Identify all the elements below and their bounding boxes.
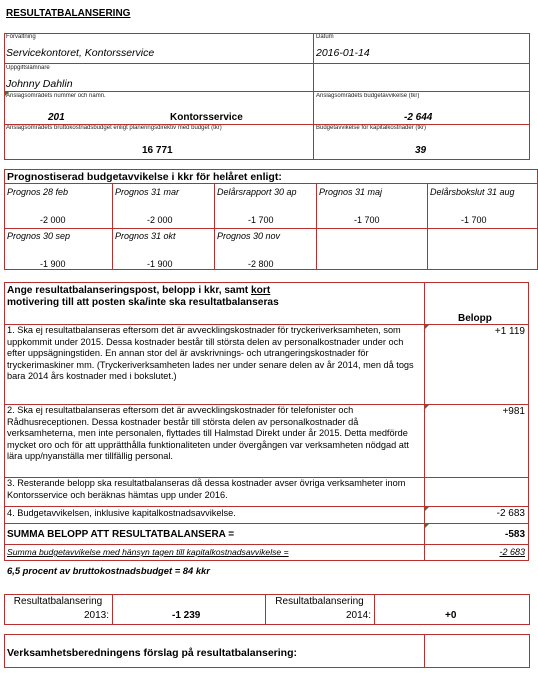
prognos-4-value: -1 700 — [354, 215, 380, 225]
post-item-1-value: +1 119 — [494, 326, 525, 337]
post-item-1-text: 1. Ska ej resultatbalanseras eftersom det är avvecklingskostnader för tryckeriverksamheten, som uppkommit under 2015. Dessa kostnader består till största delen av personalkostnader under och efter uppsägningstiden. En annan stor del är avskrivnings- och utrangeringskostnader för tryckerimaskiner mm. (Tryckeriverksamheten lades ner under senare delen av år 2014, men då togs bara 2014 års kostnader med i bokslutet.) — [7, 325, 414, 382]
prognos-8-label: Prognos 30 nov — [217, 231, 281, 241]
post-item-2-value: +981 — [502, 406, 525, 417]
prognos-1-label: Prognos 28 feb — [7, 187, 69, 197]
prognos-2-label: Prognos 31 mar — [115, 187, 180, 197]
brutto-value: 16 771 — [142, 145, 173, 156]
prognos-4-label: Prognos 31 maj — [319, 187, 383, 197]
procent-note: 6,5 procent av bruttokostnadsbudget = 84 kkr — [7, 565, 210, 576]
prognos-7-label: Prognos 31 okt — [115, 231, 176, 241]
prognos-1-value: -2 000 — [40, 215, 66, 225]
forvaltning-label: Förvaltning — [6, 34, 36, 40]
prognos-7-value: -1 900 — [147, 259, 173, 269]
summa-value: -583 — [504, 529, 525, 540]
history-value-2: +0 — [445, 610, 457, 621]
brutto-label: Anslagsområdets bruttokostnadsbudget enligt planeringsdirektiv med budget (tkr) — [6, 125, 222, 131]
page-title: RESULTATBALANSERING — [6, 8, 131, 19]
post-item-4-text: 4. Budgetavvikelsen, inklusive kapitalkostnadsavvikelse. — [7, 508, 236, 518]
prognos-5-value: -1 700 — [461, 215, 487, 225]
kapital-label: Budgetavvikelse för kapitalkostnader (tkr) — [316, 125, 427, 131]
prognos-2-value: -2 000 — [147, 215, 173, 225]
forslag-label: Verksamhetsberedningens förslag på resultatbalansering: — [7, 647, 298, 659]
history-label-2: Resultatbalansering — [275, 596, 364, 607]
datum-label: Datum — [316, 34, 334, 40]
anslag-name: Kontorsservice — [170, 112, 243, 123]
belopp-label: Belopp — [458, 313, 492, 324]
history-year-2: 2014: — [345, 610, 371, 621]
post-item-2-text: 2. Ska ej resultatbalanseras eftersom det är avvecklingskostnader för telefonister och Rådhusreceptionen. Dessa kostnader består till största delen av personalkostnader då verksamheterna, men inte personalen, flyttades till Halmstad Direkt under år 2015. Detta medförde mycket oro och för att upprätthålla funktionaliteten under övergången var verksamheten nödgad att lära upp/nyanställa mer tillfällig personal. — [7, 405, 409, 462]
post-heading: Ange resultatbalanseringspost, belopp i kkr, samt kort motivering till att posten ska/inte ska resultatbalanseras — [7, 285, 279, 309]
prognos-3-label: Delårsrapport 30 ap — [217, 187, 297, 197]
uppgiftslamnare-label: Uppgiftslämnare — [6, 65, 50, 71]
post-item-3-text: 3. Resterande belopp ska resultatbalanseras då dessa kostnader avser övriga verksamheter inom Kontorsservice och beräknas hämtas upp under 2016. — [7, 478, 406, 500]
summa2-label: Summa budgetavvikelse med hänsyn tagen till kapitalkostnadsavvikelse = — [7, 547, 289, 557]
history-value-1: -1 239 — [172, 610, 201, 621]
summa2-value: -2 683 — [499, 547, 525, 557]
datum-value: 2016-01-14 — [316, 47, 370, 59]
uppgiftslamnare-value: Johnny Dahlin — [6, 78, 73, 90]
prognos-3-value: -1 700 — [248, 215, 274, 225]
post-item-4-value: -2 683 — [496, 508, 525, 519]
prognos-6-value: -1 900 — [40, 259, 66, 269]
anslag-label: Anslagsområdets nummer och namn. — [6, 93, 106, 99]
budgetavvikelse-label: Anslagsområdets budgetavvikelse (tkr) — [316, 93, 420, 99]
forvaltning-value: Servicekontoret, Kontorsservice — [6, 47, 155, 59]
summa-label: SUMMA BELOPP ATT RESULTATBALANSERA = — [7, 529, 235, 540]
kapital-value: 39 — [415, 145, 427, 156]
budgetavvikelse-value: -2 644 — [404, 112, 433, 123]
history-label-1: Resultatbalansering — [13, 596, 103, 607]
history-year-1: 2013: — [83, 610, 109, 621]
prognos-5-label: Delårsbokslut 31 aug — [430, 187, 515, 197]
prognos-heading: Prognostiserad budgetavvikelse i kkr för helåret enligt: — [7, 171, 282, 183]
anslag-number: 201 — [48, 112, 65, 123]
prognos-8-value: -2 800 — [248, 259, 274, 269]
prognos-6-label: Prognos 30 sep — [7, 231, 71, 241]
